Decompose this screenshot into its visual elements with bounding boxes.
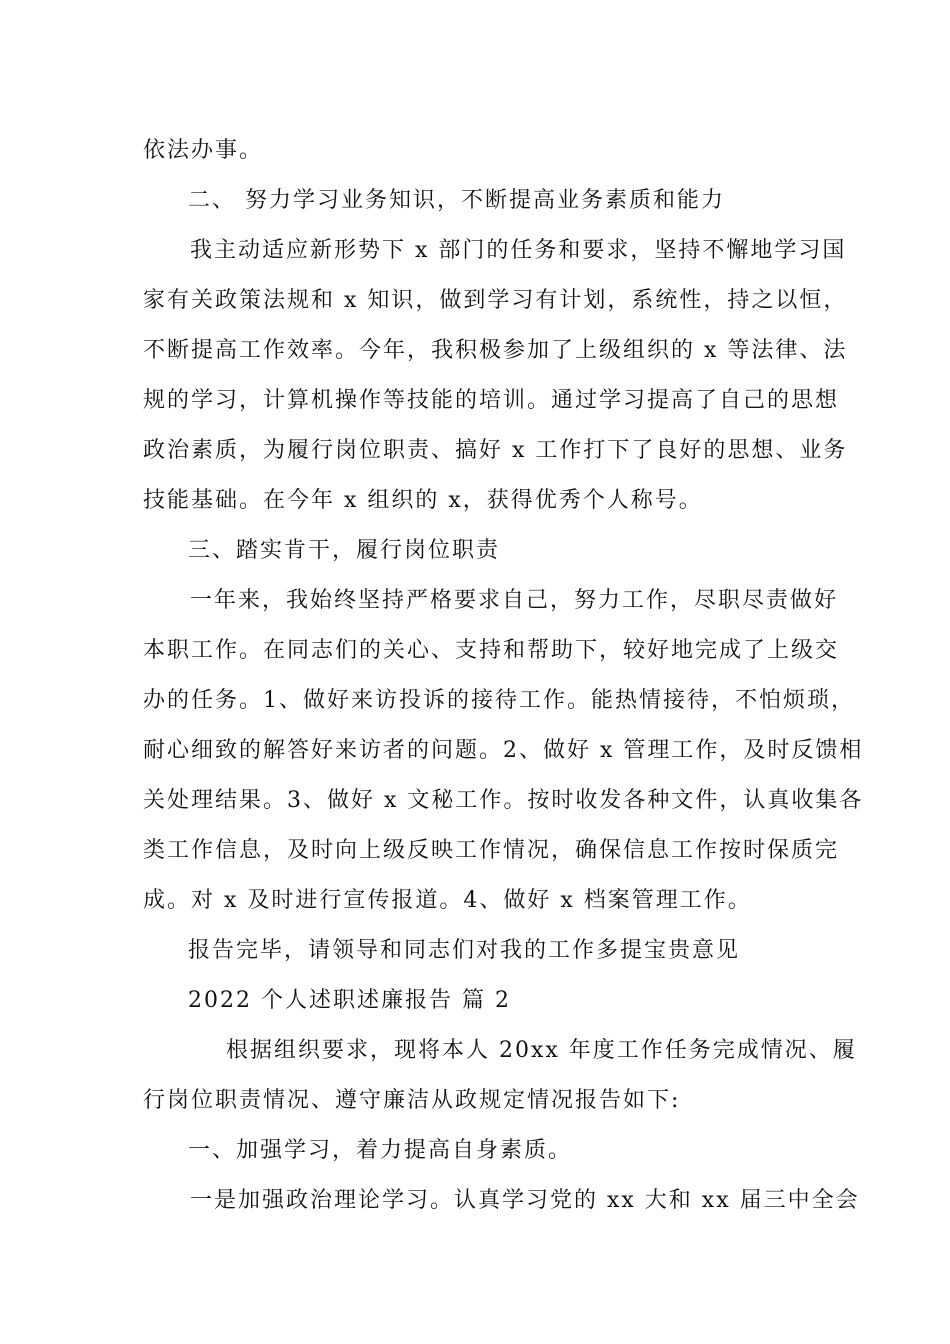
text-line: 报告完毕，请领导和同志们对我的工作多提宝贵意见 [188, 938, 741, 963]
text-line: 行岗位职责情况、遵守廉洁从政规定情况报告如下: [143, 1088, 681, 1113]
text-line: 一是加强政治理论学习。认真学习党的 xx 大和 xx 届三中全会 [190, 1188, 860, 1213]
text-line: 政治素质，为履行岗位职责、搞好 x 工作打下了良好的思想、业务 [143, 438, 848, 463]
section-heading: 一、加强学习，着力提高自身素质。 [188, 1138, 573, 1163]
text-line: 办的任务。1、做好来访投诉的接待工作。能热情接待，不怕烦琐， [143, 688, 855, 713]
text-line: 依法办事。 [143, 138, 264, 163]
section-heading: 二、 努力学习业务知识，不断提高业务素质和能力 [188, 188, 725, 213]
text-line: 根据组织要求，现将本人 20xx 年度工作任务完成情况、履 [226, 1038, 857, 1063]
text-line: 规的学习，计算机操作等技能的培训。通过学习提高了自己的思想 [143, 388, 840, 413]
text-line: 成。对 x 及时进行宣传报道。4、做好 x 档案管理工作。 [143, 888, 752, 913]
section-heading: 三、踏实肯干，履行岗位职责 [188, 538, 501, 563]
text-line: 一年来，我始终坚持严格要求自己，努力工作，尽职尽责做好 [190, 588, 839, 613]
text-line: 类工作信息，及时向上级反映工作情况，确保信息工作按时保质完 [143, 838, 840, 863]
text-line: 耐心细致的解答好来访者的问题。2、做好 x 管理工作，及时反馈相 [143, 738, 864, 763]
text-line: 不断提高工作效率。今年，我积极参加了上级组织的 x 等法律、法 [143, 338, 848, 363]
text-line: 关处理结果。3、做好 x 文秘工作。按时收发各种文件，认真收集各 [143, 788, 864, 813]
text-line: 技能基础。在今年 x 组织的 x，获得优秀个人称号。 [143, 488, 703, 513]
text-line: 家有关政策法规和 x 知识，做到学习有计划，系统性，持之以恒， [143, 288, 848, 313]
report-title: 2022 个人述职述廉报告 篇 2 [188, 988, 511, 1013]
text-line: 本职工作。在同志们的关心、支持和帮助下，较好地完成了上级交 [143, 638, 840, 663]
text-line: 我主动适应新形势下 x 部门的任务和要求，坚持不懈地学习国 [190, 238, 847, 263]
